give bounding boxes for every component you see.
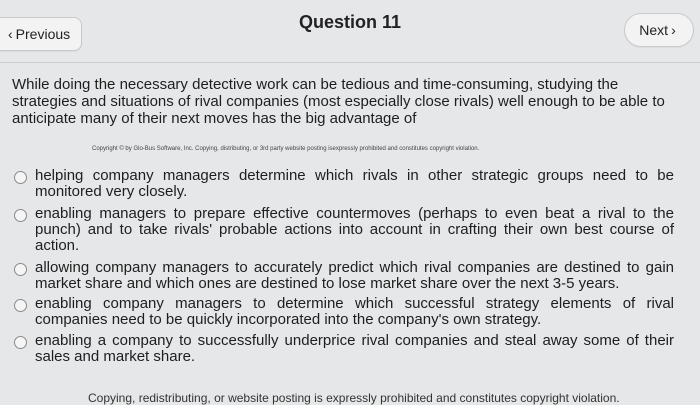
question-stem: While doing the necessary detective work can be tedious and time-consuming, studying the strategies and situations of rival companies (most especially close rivals) well enough to be able to anticipate many of their next moves has the big advantage of: [12, 76, 665, 127]
next-label: Next: [639, 22, 669, 38]
answer-option-4[interactable]: [14, 296, 674, 328]
answer-option-text: enabling managers to prepare effective countermoves (perhaps to even beat a rival to the punch) and to take rivals' probable actions into account in crafting their own best course of action.: [35, 205, 674, 254]
question-title: Question 11: [298, 12, 402, 32]
previous-label: Previous: [15, 26, 71, 42]
chevron-left-icon: ‹: [8, 26, 13, 42]
answer-option-text: helping company managers determine which rivals in other strategic groups need to be monitored very closely.: [35, 167, 674, 200]
answer-option-1[interactable]: [14, 168, 674, 200]
radio-button[interactable]: [14, 299, 27, 312]
answer-option-5[interactable]: [14, 333, 674, 365]
answer-option-text: enabling company managers to determine which successful strategy elements of rival companies need to be quickly incorporated into the company's own strategy.: [35, 295, 674, 328]
answer-option-text: allowing company managers to accurately predict which rival companies are destined to gain market share and which ones are destined to lose market share over the next 3-5 years.: [35, 259, 674, 292]
radio-button[interactable]: [14, 209, 27, 222]
answer-option-2[interactable]: [14, 206, 674, 254]
radio-button[interactable]: [14, 171, 27, 184]
answer-option-text: enabling a company to successfully underprice rival companies and steal away some of their sales and market share.: [35, 332, 674, 365]
chevron-right-icon: ›: [671, 22, 676, 38]
answer-option-3[interactable]: [14, 260, 674, 292]
copyright-notice: Copying, redistributing, or website posting is expressly prohibited and constitutes copyright violation.: [88, 391, 620, 405]
header-divider: [0, 62, 700, 63]
radio-button[interactable]: [14, 336, 27, 349]
next-button[interactable]: [624, 13, 694, 47]
radio-button[interactable]: [14, 263, 27, 276]
copyright-notice-small: Copyright © by Glo-Bus Software, Inc. Copying, distributing, or 3rd party website posting isexpressly prohibited and constitutes copyright violation.: [92, 146, 480, 152]
